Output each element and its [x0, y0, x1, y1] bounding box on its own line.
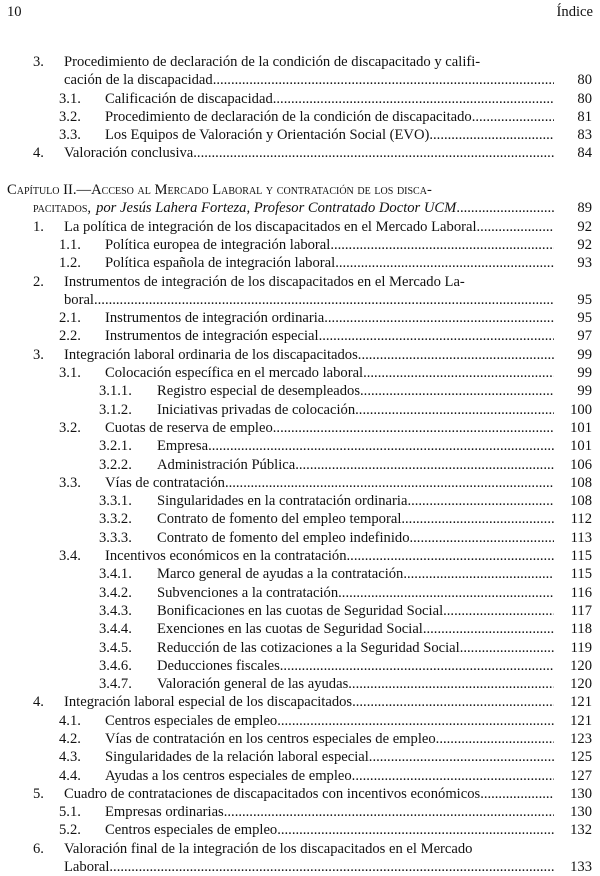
dot-leader [410, 529, 555, 547]
toc-entry [7, 712, 592, 730]
toc-entry [7, 90, 592, 108]
entry-number: 4. [33, 694, 44, 711]
dot-leader [429, 126, 554, 144]
dot-leader [423, 620, 554, 638]
toc-line [7, 108, 592, 126]
toc-entry [7, 346, 592, 364]
entry-number: 3.4.4. [99, 621, 132, 638]
entry-page: 125 [570, 749, 592, 766]
toc-section-chapter-2 [7, 218, 592, 876]
chapter-page: 89 [577, 200, 592, 217]
toc-line [7, 821, 592, 839]
table-of-contents [7, 53, 592, 876]
dot-leader [360, 382, 554, 400]
entry-number: 4.4. [59, 767, 81, 784]
toc-entry [7, 236, 592, 254]
entry-title: Centros especiales de empleo [105, 712, 278, 729]
entry-page: 115 [570, 566, 592, 583]
entry-number: 5.1. [59, 804, 81, 821]
dot-leader [358, 346, 554, 364]
dot-leader [213, 71, 554, 89]
dot-leader [401, 510, 554, 528]
toc-entry [7, 108, 592, 126]
entry-title: Calificación de discapacidad [105, 90, 273, 107]
toc-entry [7, 657, 592, 675]
chapter-heading-line [7, 199, 592, 217]
chapter-heading [7, 181, 592, 218]
entry-number: 3.2.1. [99, 438, 132, 455]
entry-title: Colocación específica en el mercado laboral [105, 365, 364, 382]
toc-line [7, 730, 592, 748]
entry-title: Instrumentos de integración ordinaria [105, 310, 325, 327]
entry-number: 3.1. [59, 90, 81, 107]
dot-leader [280, 657, 554, 675]
entry-title: Procedimiento de declaración de la condición de discapacitado [105, 108, 472, 125]
entry-number: 3.3. [59, 474, 81, 491]
dot-leader [277, 821, 554, 839]
toc-line [7, 419, 592, 437]
chapter-author: por Jesús Lahera Forteza, Profesor Contratado Doctor UCM [96, 200, 457, 217]
entry-title: Procedimiento de declaración de la condición de discapacitado y califi- [64, 54, 481, 70]
entry-page: 97 [577, 328, 592, 345]
toc-line [7, 858, 592, 876]
entry-title: Incentivos económicos en la contratación [105, 548, 347, 565]
entry-page: 99 [577, 383, 592, 400]
entry-title: Cuadro de contrataciones de discapacitados con incentivos económicos [64, 785, 481, 802]
entry-number: 1. [33, 218, 44, 235]
entry-page: 119 [570, 639, 592, 656]
dot-leader [480, 785, 554, 803]
entry-title: Empresas ordinarias [105, 804, 224, 821]
entry-title: Política española de integración laboral [105, 255, 336, 272]
entry-page: 113 [570, 529, 592, 546]
entry-title: Reducción de las cotizaciones a la Seguridad Social [157, 639, 460, 656]
toc-entry [7, 364, 592, 382]
entry-page: 99 [577, 365, 592, 382]
entry-title: Singularidades de la relación laboral especial [105, 749, 369, 766]
entry-page: 80 [577, 72, 592, 89]
entry-page: 100 [570, 401, 592, 418]
entry-title: Centros especiales de empleo [105, 822, 278, 839]
toc-entry [7, 401, 592, 419]
entry-number: 3.4.3. [99, 602, 132, 619]
entry-title: Valoración general de las ayudas [157, 676, 349, 693]
entry-number: 3.4.5. [99, 639, 132, 656]
running-head: Índice [556, 4, 593, 20]
dot-leader [348, 675, 554, 693]
entry-number: 3.3. [59, 127, 81, 144]
entry-title: Registro especial de desempleados [157, 383, 361, 400]
dot-leader [295, 456, 554, 474]
toc-line [7, 53, 592, 71]
entry-number: 3.3.2. [99, 511, 132, 528]
entry-title: Bonificaciones en las cuotas de Seguridad Social [157, 602, 444, 619]
toc-line [7, 602, 592, 620]
entry-title: Integración laboral especial de los discapacitados [64, 694, 353, 711]
entry-number: 2.1. [59, 310, 81, 327]
dot-leader [443, 602, 554, 620]
entry-number: 3. [33, 54, 44, 70]
toc-line [7, 346, 592, 364]
entry-page: 123 [570, 730, 592, 747]
entry-title: Subvenciones a la contratación [157, 584, 339, 601]
toc-line [7, 236, 592, 254]
entry-page: 92 [577, 218, 592, 235]
toc-line [7, 144, 592, 162]
dot-leader [324, 309, 554, 327]
entry-title: Deducciones fiscales [157, 657, 280, 674]
entry-title: Cuotas de reserva de empleo [105, 419, 273, 436]
entry-number: 3. [33, 346, 44, 363]
dot-leader [403, 565, 554, 583]
toc-line [7, 748, 592, 766]
entry-title: Instrumentos de integración especial [105, 328, 319, 345]
toc-entry [7, 456, 592, 474]
toc-line [7, 254, 592, 272]
entry-page: 92 [577, 236, 592, 253]
toc-line [7, 510, 592, 528]
page-number: 10 [7, 4, 22, 20]
entry-number: 2. [33, 273, 44, 290]
toc-entry [7, 273, 592, 310]
entry-number: 4.3. [59, 749, 81, 766]
entry-number: 5. [33, 785, 44, 802]
toc-entry [7, 419, 592, 437]
entry-number: 3.1.1. [99, 383, 132, 400]
toc-line [7, 547, 592, 565]
toc-entry [7, 840, 592, 876]
toc-line [7, 364, 592, 382]
chapter-heading-line [7, 181, 592, 199]
page-header [7, 4, 593, 24]
entry-number: 4.2. [59, 730, 81, 747]
dot-leader [472, 108, 554, 126]
dot-leader [347, 547, 554, 565]
dot-leader [330, 236, 554, 254]
entry-title: Singularidades en la contratación ordinaria [157, 493, 408, 510]
dot-leader [208, 437, 554, 455]
dot-leader [352, 767, 554, 785]
entry-number: 4.1. [59, 712, 81, 729]
dot-leader [456, 199, 554, 217]
toc-line [7, 767, 592, 785]
entry-page: 81 [577, 108, 592, 125]
toc-line [7, 218, 592, 236]
chapter-title-continuation: pacitados, [33, 200, 92, 217]
toc-line [7, 620, 592, 638]
entry-page: 95 [577, 310, 592, 327]
entry-page: 99 [577, 346, 592, 363]
chapter-title: Capítulo II.—Acceso al Mercado Laboral y contratación de los disca- [7, 182, 432, 199]
entry-page: 116 [570, 584, 592, 601]
toc-entry [7, 218, 592, 236]
entry-page: 106 [570, 456, 592, 473]
entry-title: Iniciativas privadas de colocación [157, 401, 356, 418]
dot-leader [369, 748, 554, 766]
entry-title: Contrato de fomento del empleo indefinido [157, 529, 410, 546]
toc-entry [7, 529, 592, 547]
toc-entry [7, 639, 592, 657]
toc-line [7, 126, 592, 144]
toc-line [7, 90, 592, 108]
entry-number: 1.2. [59, 255, 81, 272]
dot-leader [277, 712, 554, 730]
toc-entry [7, 510, 592, 528]
entry-title: Vías de contratación en los centros especiales de empleo [105, 730, 436, 747]
dot-leader [319, 327, 554, 345]
toc-line [7, 382, 592, 400]
entry-page: 121 [570, 694, 592, 711]
toc-entry [7, 748, 592, 766]
entry-page: 120 [570, 657, 592, 674]
dot-leader [94, 291, 554, 309]
entry-number: 4. [33, 145, 44, 162]
toc-entry [7, 382, 592, 400]
entry-title: Valoración conclusiva [64, 145, 194, 162]
toc-line [7, 803, 592, 821]
entry-title: Marco general de ayudas a la contratación [157, 566, 404, 583]
toc-line [7, 437, 592, 455]
dot-leader [338, 584, 554, 602]
entry-page: 84 [577, 145, 592, 162]
entry-page: 120 [570, 676, 592, 693]
entry-title: boral [64, 291, 94, 308]
entry-page: 112 [570, 511, 592, 528]
toc-entry [7, 803, 592, 821]
dot-leader [193, 144, 554, 162]
entry-page: 130 [570, 785, 592, 802]
toc-line [7, 273, 592, 291]
dot-leader [355, 401, 554, 419]
entry-page: 108 [570, 474, 592, 491]
entry-page: 108 [570, 493, 592, 510]
dot-leader [407, 492, 554, 510]
toc-line [7, 71, 592, 89]
toc-line [7, 639, 592, 657]
toc-entry [7, 309, 592, 327]
entry-page: 115 [570, 548, 592, 565]
toc-entry [7, 821, 592, 839]
entry-number: 2.2. [59, 328, 81, 345]
entry-number: 3.3.3. [99, 529, 132, 546]
entry-title: Integración laboral ordinaria de los discapacitados [64, 346, 358, 363]
toc-entry [7, 767, 592, 785]
entry-page: 127 [570, 767, 592, 784]
entry-page: 121 [570, 712, 592, 729]
entry-title: La política de integración de los discapacitados en el Mercado Laboral [64, 218, 477, 235]
entry-page: 101 [570, 438, 592, 455]
entry-number: 3.4.7. [99, 676, 132, 693]
toc-entry [7, 492, 592, 510]
toc-line [7, 712, 592, 730]
toc-line [7, 584, 592, 602]
entry-title: Vías de contratación [105, 474, 225, 491]
dot-leader [225, 474, 554, 492]
entry-number: 3.4.1. [99, 566, 132, 583]
entry-number: 3.1. [59, 365, 81, 382]
spacer [7, 163, 592, 181]
dot-leader [335, 254, 554, 272]
toc-line [7, 675, 592, 693]
toc-line [7, 456, 592, 474]
dot-leader [273, 90, 554, 108]
toc-line [7, 529, 592, 547]
entry-title: Valoración final de la integración de los discapacitados en el Mercado [64, 840, 473, 857]
toc-line [7, 327, 592, 345]
toc-entry [7, 565, 592, 583]
dot-leader [363, 364, 554, 382]
toc-entry [7, 53, 592, 90]
entry-number: 6. [33, 840, 44, 857]
toc-entry [7, 327, 592, 345]
dot-leader [224, 803, 554, 821]
toc-entry [7, 144, 592, 162]
entry-number: 3.2. [59, 108, 81, 125]
dot-leader [109, 858, 554, 876]
toc-entry [7, 785, 592, 803]
entry-title: Ayudas a los centros especiales de empleo [105, 767, 352, 784]
dot-leader [273, 419, 554, 437]
toc-entry [7, 474, 592, 492]
toc-entry [7, 620, 592, 638]
entry-page: 101 [570, 419, 592, 436]
entry-title: Exenciones en las cuotas de Seguridad Social [157, 621, 423, 638]
dot-leader [436, 730, 554, 748]
toc-line [7, 693, 592, 711]
entry-number: 3.3.1. [99, 493, 132, 510]
toc-entry [7, 693, 592, 711]
entry-page: 117 [570, 602, 592, 619]
entry-number: 3.4.6. [99, 657, 132, 674]
toc-section-chapter-1 [7, 53, 592, 163]
toc-line [7, 492, 592, 510]
toc-line [7, 291, 592, 309]
toc-line [7, 565, 592, 583]
entry-number: 3.1.2. [99, 401, 132, 418]
entry-page: 130 [570, 804, 592, 821]
entry-number: 5.2. [59, 822, 81, 839]
entry-title: cación de la discapacidad [64, 72, 213, 89]
entry-page: 95 [577, 291, 592, 308]
entry-number: 3.2.2. [99, 456, 132, 473]
toc-entry [7, 602, 592, 620]
entry-page: 83 [577, 127, 592, 144]
toc-line [7, 657, 592, 675]
dot-leader [460, 639, 554, 657]
dot-leader [352, 693, 554, 711]
toc-entry [7, 547, 592, 565]
entry-number: 3.4.2. [99, 584, 132, 601]
toc-line [7, 401, 592, 419]
entry-title: Empresa [157, 438, 209, 455]
toc-entry [7, 254, 592, 272]
dot-leader [477, 218, 554, 236]
entry-page: 132 [570, 822, 592, 839]
toc-entry [7, 675, 592, 693]
toc-line [7, 474, 592, 492]
entry-page: 80 [577, 90, 592, 107]
entry-title: Política europea de integración laboral [105, 236, 331, 253]
entry-page: 93 [577, 255, 592, 272]
toc-entry [7, 584, 592, 602]
toc-line [7, 309, 592, 327]
entry-page: 133 [570, 859, 592, 876]
entry-number: 3.2. [59, 419, 81, 436]
entry-title: Administración Pública [157, 456, 296, 473]
entry-title: Los Equipos de Valoración y Orientación Social (EVO) [105, 127, 430, 144]
toc-line [7, 785, 592, 803]
entry-title: Laboral [64, 859, 110, 876]
entry-title: Contrato de fomento del empleo temporal [157, 511, 402, 528]
entry-title: Instrumentos de integración de los discapacitados en el Mercado La- [64, 273, 465, 290]
entry-page: 118 [570, 621, 592, 638]
toc-entry [7, 730, 592, 748]
entry-number: 3.4. [59, 548, 81, 565]
entry-number: 1.1. [59, 236, 81, 253]
toc-entry [7, 126, 592, 144]
toc-entry [7, 437, 592, 455]
